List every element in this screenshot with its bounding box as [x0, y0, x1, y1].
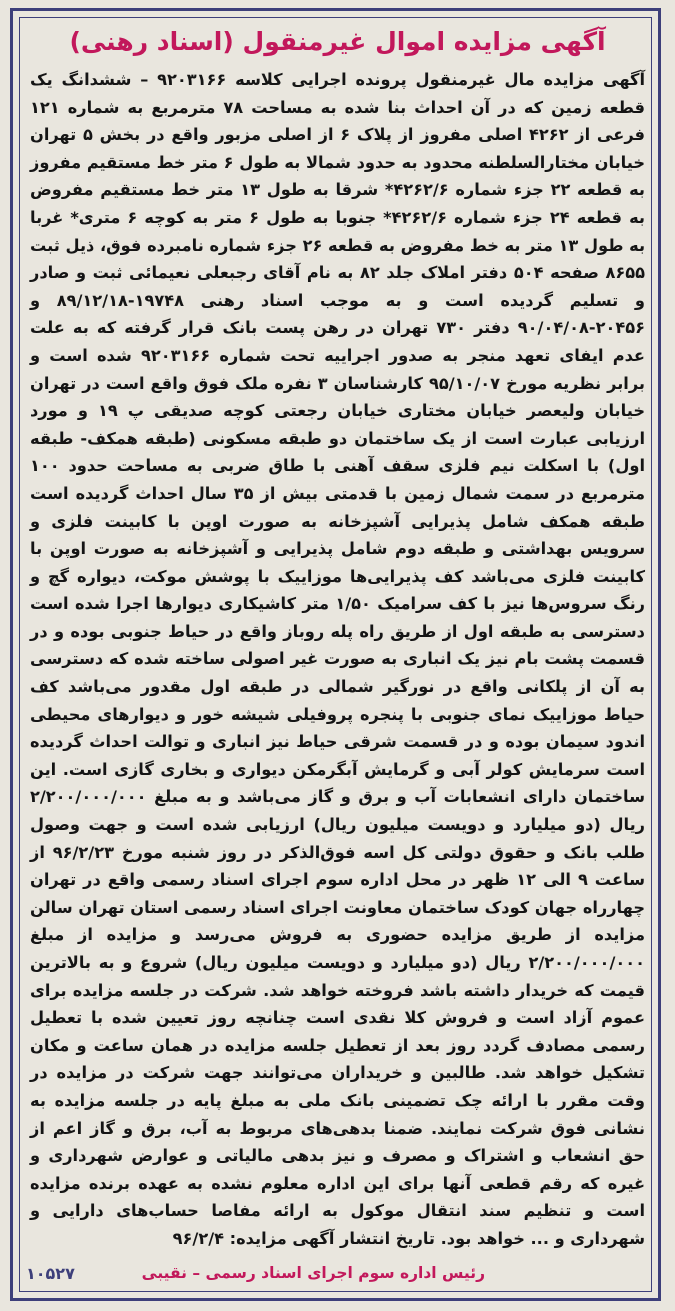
notice-body: آگهی مزایده مال غیرمنقول پرونده اجرایی کلاسه ۹۲۰۳۱۶۶ – ششدانگ یک قطعه زمین که در آن احداث بنا شده به مساحت ۷۸ مترمربع به شماره ۱۲۱ فرعی از ۴۲۶۲ اصلی مفروز از پلاک ۶ از اصلی مزبور واقع در بخش ۵ تهران خیابان مختارالسلطنه محدود به حدود شمالا به طول ۶ متر خط مستقیم مفروز به قطعه ۲۲ جزء شماره ۴۲۶۲/۶* شرقا به طول ۱۳ متر خط مستقیم مفروض به قطعه ۲۴ جزء شماره ۴۲۶۲/۶* جنوبا به طول ۶ متر به کوچه ۶ متری* غربا به طول ۱۳ متر به خط مفروض به قطعه ۲۶ جزء شماره نامبرده فوق، ذیل ثبت ۸۶۵۵ صفحه ۵۰۴ دفتر املاک جلد ۸۲ به نام آقای رجبعلی نعیمائی ثبت و صادر و تسلیم گردیده است و به موجب اسناد رهنی ۱۹۷۴۸-۸۹/۱۲/۱۸ و ۲۰۴۵۶-۹۰/۰۴/۰۸ دفتر ۷۳۰ تهران در رهن پست بانک قرار گرفته که به علت عدم ایفای تعهد منجر به صدور اجراییه تحت شماره ۹۲۰۳۱۶۶ شده است و برابر نظریه مورخ ۹۵/۱۰/۰۷ کارشناسان ۳ نفره ملک فوق واقع است در تهران خیابان ولیعصر خیابان مختاری خیابان رجعتی کوچه صدیقی پ ۱۹ و مورد ارزیابی عبارت است از یک ساختمان دو طبقه مسکونی (طبقه همکف- طبقه اول) با اسکلت نیم فلزی سقف آهنی با طاق ضربی به مساحت حدود ۱۰۰ مترمربع در سمت شمال زمین با قدمتی بیش از ۳۵ سال احداث گردیده است طبقه همکف شامل پذیرایی آشپزخانه به صورت اوپن با کابینت فلزی و سرویس بهداشتی و طبقه دوم شامل پذیرایی و آشپزخانه به صورت اوپن با کابینت فلزی می‌باشد کف پذیرایی‌ها موزاییک با پوشش موکت، دیواره گچ و رنگ سروس‌ها نیز با کف سرامیک ۱/۵۰ متر کاشیکاری دیوارها اجرا شده است دسترسی به طبقه اول از طریق راه پله روباز واقع در حیاط جنوبی بوده و در قسمت پشت بام نیز یک انباری به صورت غیر اصولی ساخته شده که دسترسی به آن از پلکانی واقع در نورگیر شمالی در طبقه اول مقدور می‌باشد کف حیاط موزاییک نمای جنوبی با پنجره پروفیلی شیشه خور و دیوارهای محیطی اندود سیمان بوده و در قسمت شرقی حیاط نیز انباری و توالت احداث گردیده است سرمایش کولر آبی و گرمایش آبگرمکن دیواری و بخاری گازی است. این ساختمان دارای انشعابات آب و برق و گاز می‌باشد و به مبلغ ۲/۲۰۰/۰۰۰/۰۰۰ ریال (دو میلیارد و دویست میلیون ریال) ارزیابی شده است و جهت وصول طلب بانک و حقوق دولتی کل اسه فوق‌الذکر در روز شنبه مورخ ۹۶/۲/۲۳ از ساعت ۹ الی ۱۲ ظهر در محل اداره سوم اجرای اسناد رسمی واقع در تهران چهارراه جهان کودک ساختمان معاونت اجرای اسناد رسمی استان تهران سالن مزایده از طریق مزایده حضوری به فروش می‌رسد و مزایده از مبلغ ۲/۲۰۰/۰۰۰/۰۰۰ ریال (دو میلیارد و دویست میلیون ریال) شروع و به بالاترین قیمت که خریدار داشته باشد فروخته خواهد شد. شرکت در جلسه مزایده برای عموم آزاد است و فروش کلا نقدی است چنانچه روز تعیین شده با تعطیل رسمی مصادف گردد روز بعد از تعطیل جلسه مزایده در همان ساعت و مکان تشکیل خواهد شد. طالبین و خریداران می‌توانند جهت شرکت در مزایده در وقت مقرر با ارائه چک تضمینی بانک ملی به مبلغ پایه در جلسه مزایده به نشانی فوق شرکت نمایند. ضمنا بدهی‌های مربوط به آب، برق و گاز اعم از حق انشعاب و اشتراک و مصرف و نیز بدهی مالیاتی و عوارض شهرداری و غیره که رقم قطعی آنها برای این اداره معلوم نشده به عهده برنده مزایده است و تنظیم سند انتقال موکول به ارائه مفاصا حساب‌های دارایی و شهرداری و ... خواهد بود. تاریخ انتشار آگهی مزایده: ۹۶/۲/۴: [30, 70, 646, 1248]
notice-title: آگهی مزایده اموال غیرمنقول (اسناد رهنی): [69, 27, 606, 56]
notice-code: ۱۰۵۲۷: [26, 1264, 75, 1283]
notice-signature: رئیس اداره سوم اجرای اسناد رسمی – نقیبی: [141, 1264, 485, 1282]
